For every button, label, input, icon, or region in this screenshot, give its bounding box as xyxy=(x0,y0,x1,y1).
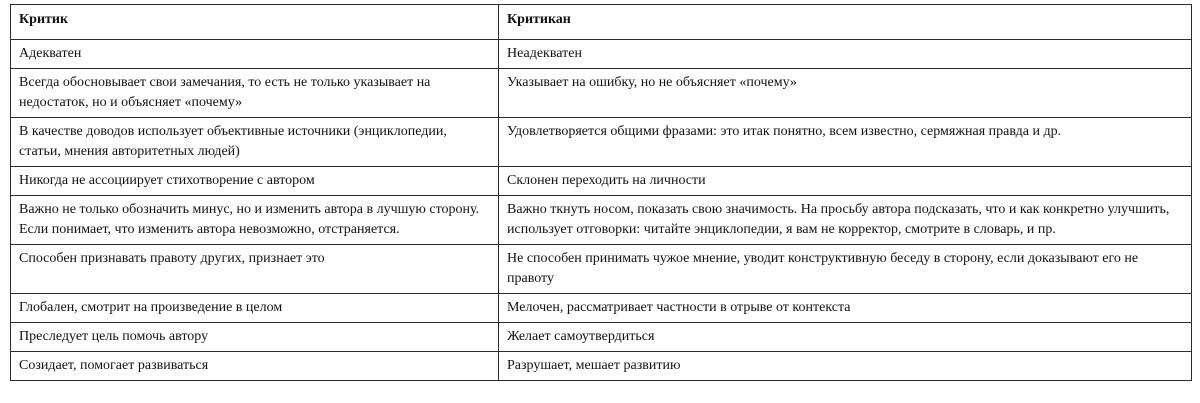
cell-critic: Всегда обосновывает свои замечания, то есть не только указывает на недостаток, но и объясняет «почему» xyxy=(11,69,499,118)
table-row xyxy=(11,323,1192,352)
cell-critic: Адекватен xyxy=(11,40,499,69)
header-critic: Критик xyxy=(11,5,499,40)
cell-critic: Важно не только обозначить минус, но и изменить автора в лучшую сторону. Если понимает, что изменить автора невозможно, отстраняется. xyxy=(11,196,499,245)
table-row xyxy=(11,167,1192,196)
table-row xyxy=(11,40,1192,69)
cell-critic: В качестве доводов использует объективные источники (энциклопедии, статьи, мнения авторитетных людей) xyxy=(11,118,499,167)
cell-critic: Преследует цель помочь автору xyxy=(11,323,499,352)
cell-critic: Созидает, помогает развиваться xyxy=(11,352,499,381)
cell-critikan: Неадекватен xyxy=(499,40,1192,69)
header-critikan: Критикан xyxy=(499,5,1192,40)
comparison-table xyxy=(10,4,1192,381)
table-row xyxy=(11,294,1192,323)
table-row xyxy=(11,352,1192,381)
cell-critic: Глобален, смотрит на произведение в целом xyxy=(11,294,499,323)
cell-critic: Способен признавать правоту других, признает это xyxy=(11,245,499,294)
cell-critikan: Разрушает, мешает развитию xyxy=(499,352,1192,381)
table-row xyxy=(11,118,1192,167)
cell-critic: Никогда не ассоциирует стихотворение с автором xyxy=(11,167,499,196)
table-row xyxy=(11,245,1192,294)
cell-critikan: Важно ткнуть носом, показать свою значимость. На просьбу автора подсказать, что и как конкретно улучшить, использует отговорки: читайте энциклопедии, я вам не корректор, смотрите в словарь, и пр. xyxy=(499,196,1192,245)
table-header-row xyxy=(11,5,1192,40)
cell-critikan: Указывает на ошибку, но не объясняет «почему» xyxy=(499,69,1192,118)
cell-critikan: Мелочен, рассматривает частности в отрыве от контекста xyxy=(499,294,1192,323)
table-row xyxy=(11,69,1192,118)
cell-critikan: Не способен принимать чужое мнение, уводит конструктивную беседу в сторону, если доказывают его не правоту xyxy=(499,245,1192,294)
table-row xyxy=(11,196,1192,245)
cell-critikan: Удовлетворяется общими фразами: это итак понятно, всем известно, сермяжная правда и др. xyxy=(499,118,1192,167)
cell-critikan: Склонен переходить на личности xyxy=(499,167,1192,196)
cell-critikan: Желает самоутвердиться xyxy=(499,323,1192,352)
